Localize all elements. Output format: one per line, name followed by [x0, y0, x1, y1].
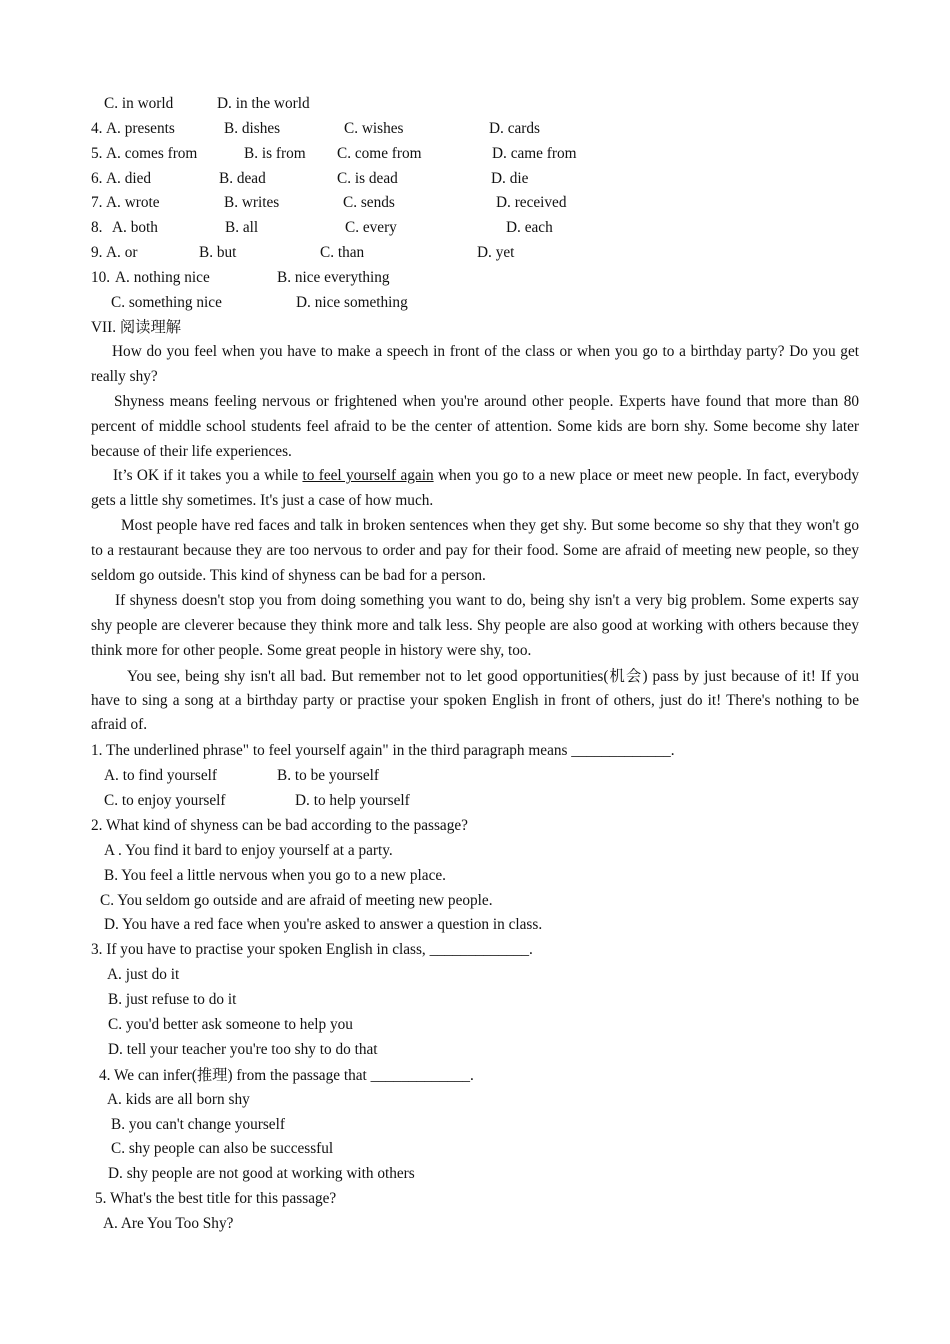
option-9b: B. but	[199, 244, 237, 261]
question-3-option-a: A. just do it	[107, 966, 180, 983]
option-number-4: 4.	[91, 120, 103, 137]
passage-paragraph-3-start: It’s OK if it takes you a while	[113, 467, 303, 484]
question-4-option-b: B. you can't change yourself	[111, 1116, 285, 1133]
option-4a: A. presents	[106, 120, 175, 137]
option-7c: C. sends	[343, 194, 395, 211]
question-3-option-c: C. you'd better ask someone to help you	[108, 1016, 353, 1033]
option-9d: D. yet	[477, 244, 515, 261]
option-3c: C. in world	[104, 95, 174, 112]
option-8a: A. both	[112, 219, 158, 236]
question-3-stem: 3. If you have to practise your spoken English in class, _____________.	[91, 941, 533, 958]
question-2-option-c: C. You seldom go outside and are afraid of meeting new people.	[100, 892, 493, 909]
option-10b: B. nice everything	[277, 269, 390, 286]
question-4-option-a: A. kids are all born shy	[107, 1091, 250, 1108]
option-number-7: 7.	[91, 194, 103, 211]
option-10d: D. nice something	[296, 294, 408, 311]
passage-paragraph-4: Most people have red faces and talk in broken sentences when they get shy. But some become so shy that they won't go to a restaurant because they are too nervous to order and pay for their food. Some are afraid of meeting new people, so they seldom go outside. This kind of shyness can be bad for a person.	[91, 517, 859, 584]
question-2-stem: 2. What kind of shyness can be bad according to the passage?	[91, 817, 468, 834]
option-5a: A. comes from	[106, 145, 198, 162]
question-1-option-d: D. to help yourself	[295, 792, 410, 809]
option-6d: D. die	[491, 170, 529, 187]
question-1-option-b: B. to be yourself	[277, 767, 379, 784]
question-1-option-c: C. to enjoy yourself	[104, 792, 226, 809]
option-5d: D. came from	[492, 145, 577, 162]
option-5b: B. is from	[244, 145, 306, 162]
question-5-option-a: A. Are You Too Shy?	[103, 1215, 234, 1232]
section-title: VII. 阅读理解	[91, 319, 182, 336]
underlined-phrase: to feel yourself again	[302, 467, 434, 484]
option-4b: B. dishes	[224, 120, 281, 137]
passage-paragraph-3	[91, 464, 859, 514]
question-3-option-b: B. just refuse to do it	[108, 991, 237, 1008]
option-9c: C. than	[320, 244, 365, 261]
option-7b: B. writes	[224, 194, 280, 211]
option-7d: D. received	[496, 194, 567, 211]
option-9a: A. or	[106, 244, 138, 261]
question-1-option-a: A. to find yourself	[104, 767, 218, 784]
passage-paragraph-3-end: when you go to a new place or meet new people. In fact, everybody gets a little shy sometimes. It's just a case of how much.	[91, 467, 859, 509]
question-2-option-d: D. You have a red face when you're asked to answer a question in class.	[104, 916, 543, 933]
question-4-stem: 4. We can infer(推理) from the passage that _____________.	[99, 1067, 474, 1084]
question-4-option-d: D. shy people are not good at working with others	[108, 1165, 415, 1182]
question-1-stem: 1. The underlined phrase" to feel yourself again" in the third paragraph means _____________.	[91, 742, 675, 759]
passage-paragraph-5: If shyness doesn't stop you from doing something you want to do, being shy isn't a very big problem. Some experts say shy people are cleverer because they think more and talk less. Shy people are also good at working with others because they think more for other people. Some great people in history were shy, too.	[91, 592, 859, 659]
option-10c: C. something nice	[111, 294, 222, 311]
question-5-stem: 5. What's the best title for this passage?	[95, 1190, 337, 1207]
option-number-8: 8.	[91, 219, 103, 236]
option-8d: D. each	[506, 219, 553, 236]
passage-paragraph-2: Shyness means feeling nervous or frightened when you're around other people. Experts have found that more than 80 percent of middle school students feel afraid to be the center of attention. Some kids are born shy. Some become shy later because of their life experiences.	[91, 393, 859, 460]
question-4-option-c: C. shy people can also be successful	[111, 1140, 334, 1157]
option-7a: A. wrote	[106, 194, 160, 211]
option-4c: C. wishes	[344, 120, 404, 137]
option-number-5: 5.	[91, 145, 103, 162]
option-number-9: 9.	[91, 244, 103, 261]
option-number-6: 6.	[91, 170, 103, 187]
option-6b: B. dead	[219, 170, 266, 187]
option-8c: C. every	[345, 219, 397, 236]
passage-paragraph-1: How do you feel when you have to make a speech in front of the class or when you go to a birthday party? Do you get really shy?	[91, 343, 859, 385]
question-2-option-b: B. You feel a little nervous when you go to a new place.	[104, 867, 446, 884]
passage-paragraph-6: You see, being shy isn't all bad. But remember not to let good opportunities(机会) pass by just because of it! If you have to sing a song at a birthday party or practise your spoken English in front of others, just do it! There's nothing to be afraid of.	[91, 668, 859, 733]
option-10a: A. nothing nice	[115, 269, 210, 286]
option-6c: C. is dead	[337, 170, 398, 187]
option-3d: D. in the world	[217, 95, 310, 112]
option-5c: C. come from	[337, 145, 422, 162]
question-3-option-d: D. tell your teacher you're too shy to do that	[108, 1041, 378, 1058]
question-2-option-a: A . You find it bard to enjoy yourself at a party.	[104, 842, 393, 859]
option-8b: B. all	[225, 219, 259, 236]
option-6a: A. died	[106, 170, 152, 187]
option-4d: D. cards	[489, 120, 540, 137]
option-number-10: 10.	[91, 269, 111, 286]
